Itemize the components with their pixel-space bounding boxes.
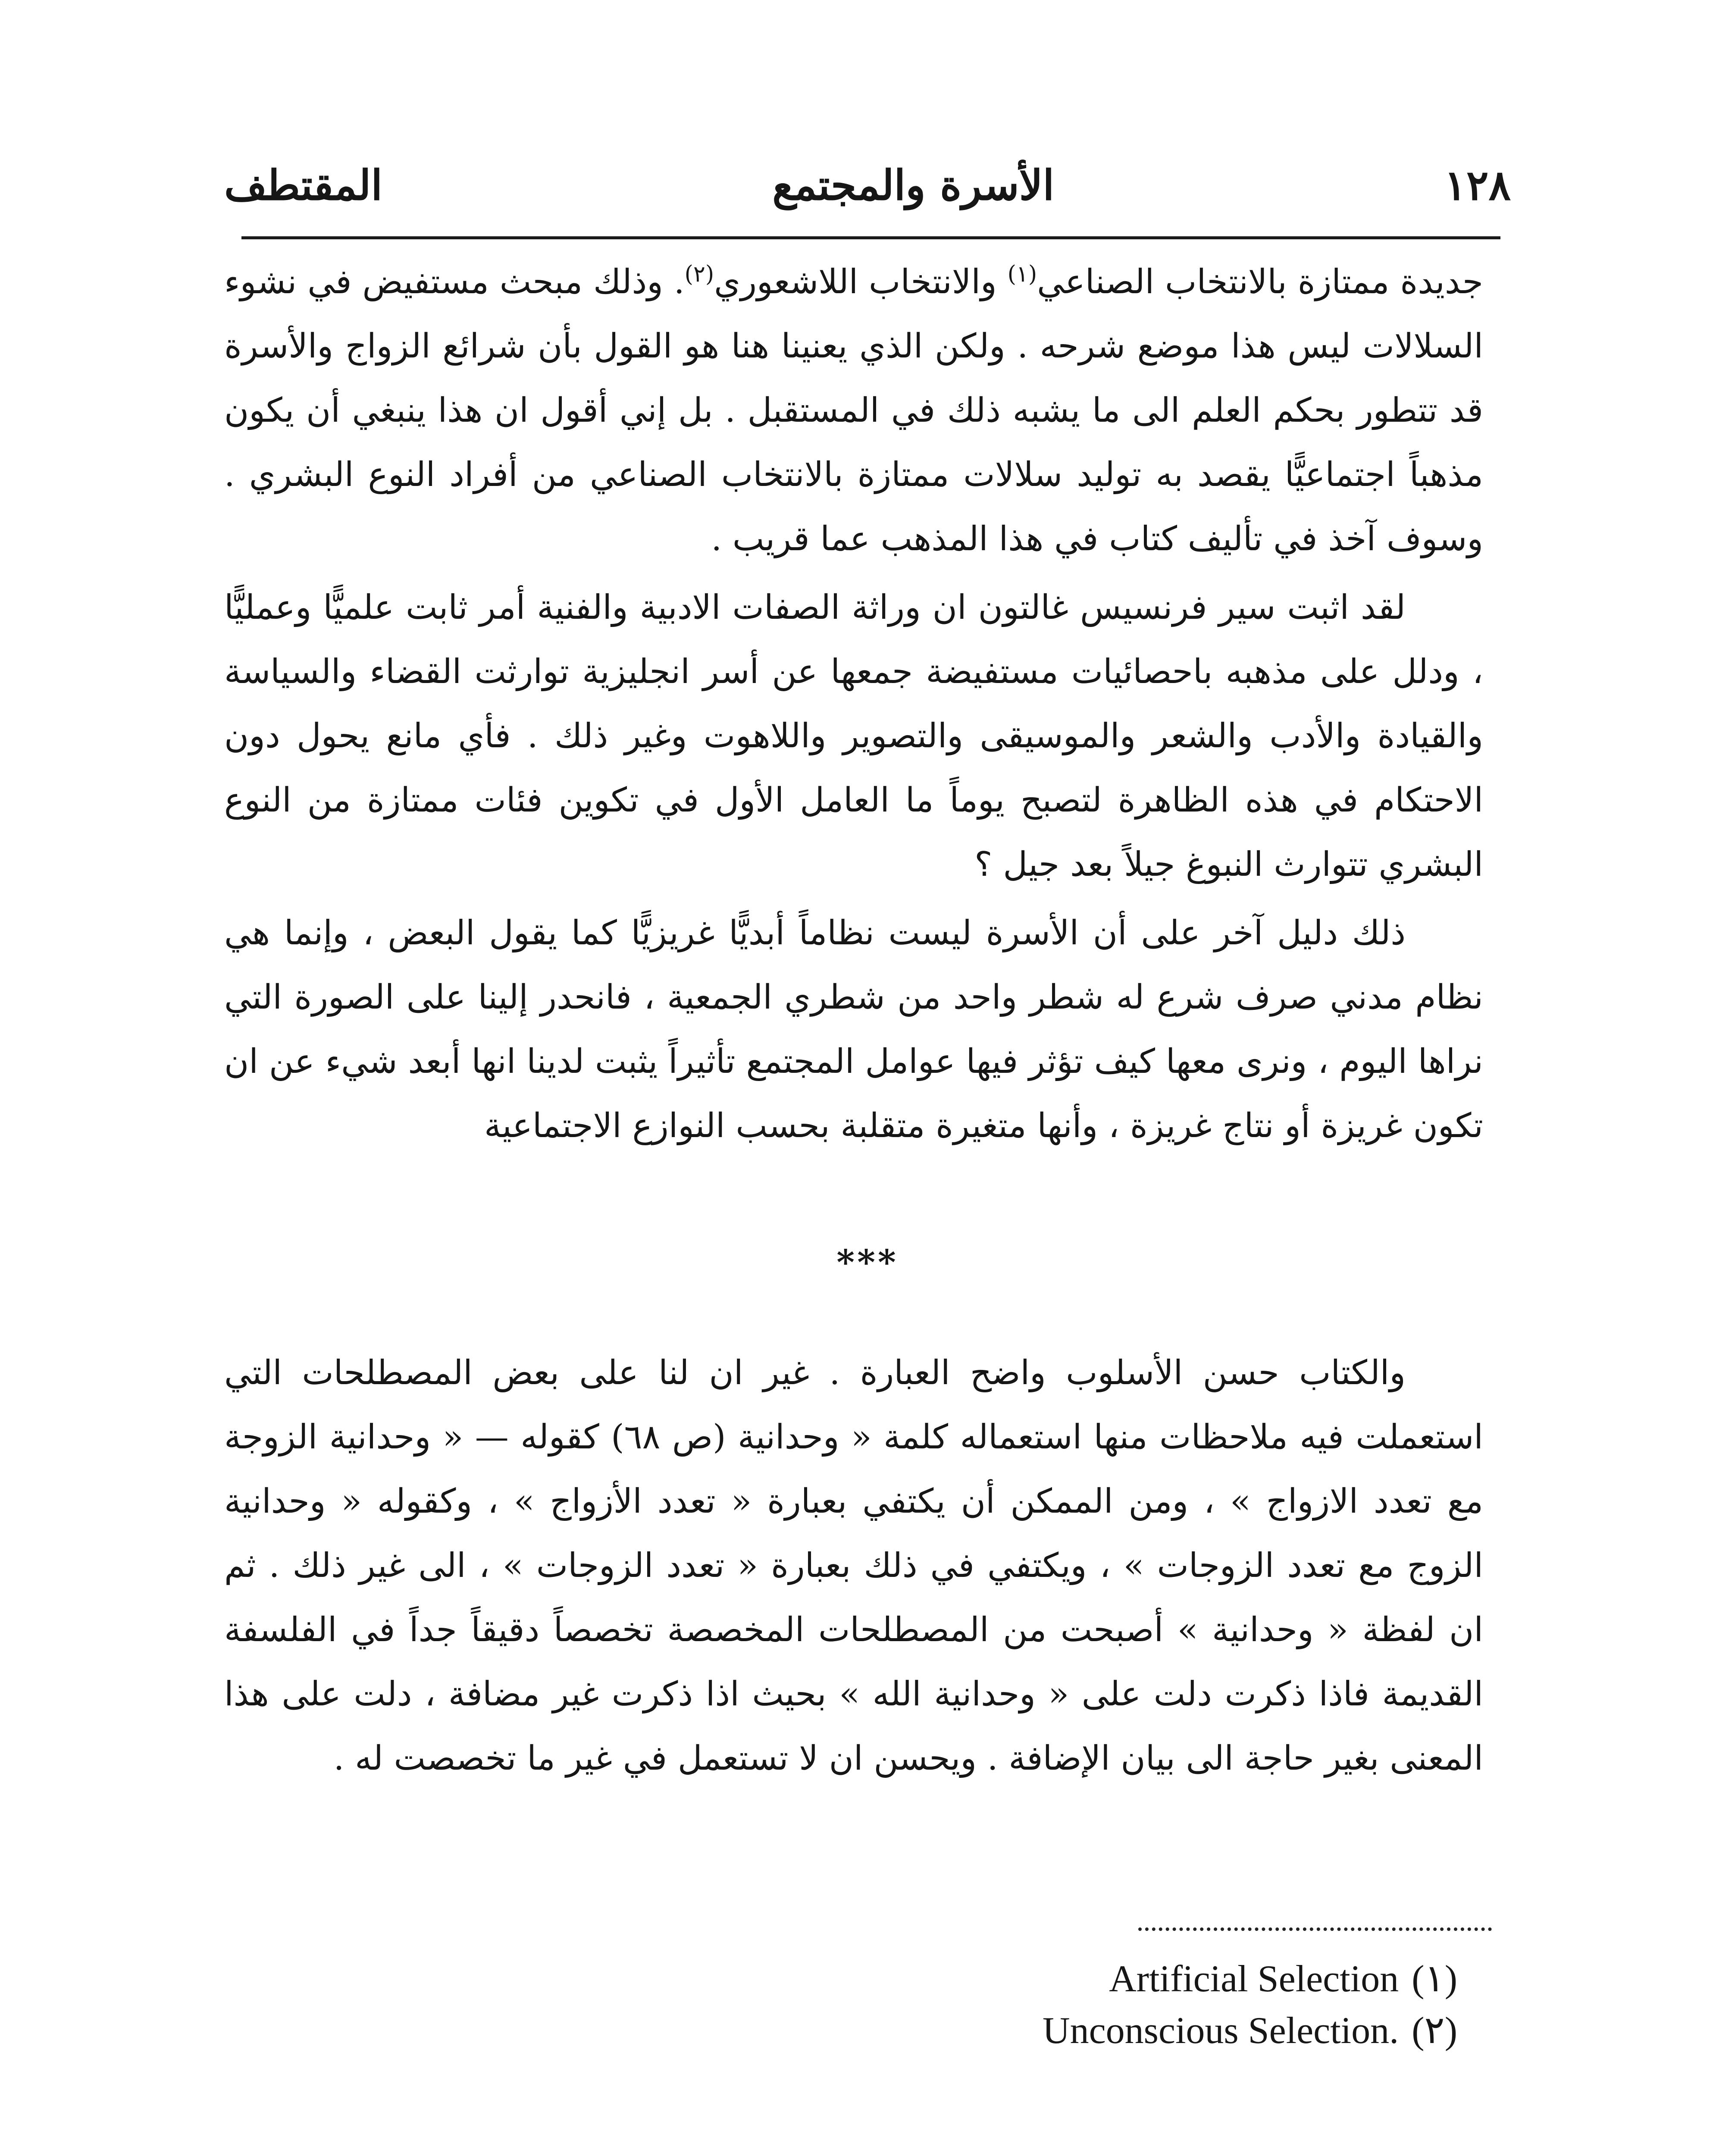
paragraph-1 (224, 250, 1483, 571)
page-title: الأسرة والمجتمع (772, 161, 1055, 210)
footnote-2-number: (٢) (1412, 2010, 1457, 2052)
footnote-1 (949, 1953, 1457, 2005)
review-text (224, 1341, 1483, 1791)
section-separator: *** (836, 1242, 899, 1282)
paragraph-2: لقد اثبت سير فرنسيس غالتون ان وراثة الصفات الادبية والفنية أمر ثابت علميًّا وعمليًّا ، ودلل على مذهبه باحصائيات مستفيضة جمعها عن أسر انجليزية توارثت القضاء والسياسة والقيادة والأدب والشعر والموسيقى والتصوير واللاهوت وغير ذلك . فأي مانع يحول دون الاحتكام في هذه الظاهرة لتصبح يوماً ما العامل الأول في تكوين فئات ممتازة من النوع البشري تتوارث النبوغ جيلاً بعد جيل ؟ (224, 588, 1483, 884)
footnote-divider (1138, 1927, 1492, 1931)
paragraph-1-part-a: جديدة ممتازة بالانتخاب الصناعي (1037, 263, 1484, 301)
footnote-2 (949, 2005, 1457, 2057)
page-header (224, 142, 1511, 229)
page-number: ١٢٨ (1444, 161, 1511, 210)
footnote-ref-1: (١) (1007, 261, 1037, 287)
paragraph-3: ذلك دليل آخر على أن الأسرة ليست نظاماً أبديًّا غريزيًّا كما يقول البعض ، وإنما هي نظام مدني صرف شرع له شطر واحد من شطري الجمعية ، فانحدر إلينا على الصورة التي نراها اليوم ، ونرى معها كيف تؤثر فيها عوامل المجتمع تأثيراً يثبت لدينا انها أبعد شيء عن ان تكون غريزة أو نتاج غريزة ، وأنها متغيرة متقلبة بحسب النوازع الاجتماعية (224, 914, 1483, 1145)
journal-name: المقتطف (224, 161, 383, 210)
review-paragraph: والكتاب حسن الأسلوب واضح العبارة . غير ان لنا على بعض المصطلحات التي استعملت فيه ملاحظات منها استعماله كلمة « وحدانية (ص ٦٨) كقوله — « وحدانية الزوجة مع تعدد الازواج » ، ومن الممكن أن يكتفي بعبارة « تعدد الأزواج » ، وكقوله « وحدانية الزوج مع تعدد الزوجات » ، ويكتفي في ذلك بعبارة « تعدد الزوجات » ، الى غير ذلك . ثم ان لفظة « وحدانية » أصبحت من المصطلحات المخصصة تخصصاً دقيقاً جداً في الفلسفة القديمة فاذا ذكرت دلت على « وحدانية الله » بحيث اذا ذكرت غير مضافة ، دلت على هذا المعنى بغير حاجة الى بيان الإضافة . ويحسن ان لا تستعمل في غير ما تخصصت له . (224, 1354, 1483, 1778)
footnotes (949, 1953, 1457, 2057)
paragraph-1-part-b: والانتخاب اللاشعوري (714, 263, 997, 301)
footnote-1-number: (١) (1412, 1958, 1457, 2000)
main-text (224, 250, 1483, 1158)
footnote-2-text: Unconscious Selection. (1043, 2010, 1399, 2052)
header-rule (241, 236, 1500, 239)
footnote-ref-2: (٢) (684, 261, 714, 287)
footnote-1-text: Artificial Selection (1109, 1958, 1399, 2000)
paragraph-1-part-c: . وذلك مبحث مستفيض في نشوء السلالات ليس هذا موضع شرحه . ولكن الذي يعنينا هنا هو القول بأن شرائع الزواج والأسرة قد تتطور بحكم العلم الى ما يشبه ذلك في المستقبل . بل إني أقول ان هذا ينبغي أن يكون مذهباً اجتماعيًّا يقصد به توليد سلالات ممتازة بالانتخاب الصناعي من أفراد النوع البشري . وسوف آخذ في تأليف كتاب في هذا المذهب عما قريب . (224, 263, 1483, 558)
